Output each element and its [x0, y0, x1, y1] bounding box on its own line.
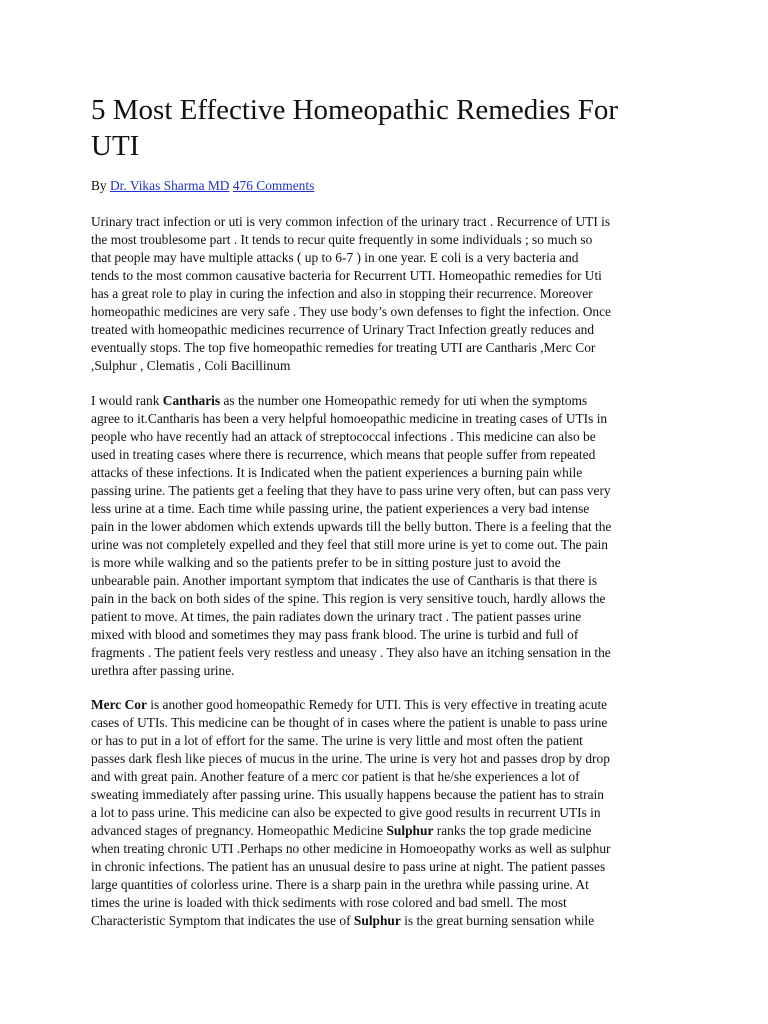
- text-line: when treating chronic UTI .Perhaps no other medicine in Homoeopathy works as well as sulphur: [91, 841, 611, 856]
- article-title: [91, 92, 679, 164]
- text-line: advanced stages of pregnancy. Homeopathic Medicine Sulphur ranks the top grade medicine: [91, 823, 592, 838]
- text-line: ,Sulphur , Clematis , Coli Bacillinum: [91, 358, 291, 373]
- text-line: Characteristic Symptom that indicates the use of Sulphur is the great burning sensation while: [91, 913, 595, 928]
- text-line: cases of UTIs. This medicine can be thought of in cases where the patient is unable to pass urine: [91, 715, 608, 730]
- byline-prefix: By: [91, 178, 107, 193]
- text-line: a lot to pass urine. This medicine can also be expected to give good results in recurrent UTIs in: [91, 805, 601, 820]
- text-line: urethra after passing urine.: [91, 663, 235, 678]
- text-line: agree to it.Cantharis has been a very helpful homoeopathic medicine in treating cases of UTIs in: [91, 411, 608, 426]
- paragraph-intro: [91, 213, 679, 375]
- title-line-2: UTI: [91, 130, 140, 162]
- text-line: urine was not completely expelled and they feel that still more urine is yet to come out. The pain: [91, 537, 609, 552]
- text-line: mixed with blood and sometimes they may pass frank blood. The urine is turbid and full of: [91, 627, 579, 642]
- text-line: patient to move. At times, the pain radiates down the urinary tract . The patient passes urine: [91, 609, 582, 624]
- text-line: passing urine. The patients get a feeling that they have to pass urine very often, but can pass very: [91, 483, 611, 498]
- text-line: and with great pain. Another feature of a merc cor patient is that he/she experiences a lot of: [91, 769, 580, 784]
- text-line: is more while walking and so the patients prefer to be in sitting posture just to avoid the: [91, 555, 561, 570]
- text-line: passes dark flesh like pieces of mucus in the urine. The urine is very hot and passes drop by drop: [91, 751, 610, 766]
- text-line: or has to put in a lot of effort for the same. The urine is very little and most often the patient: [91, 733, 583, 748]
- byline: [91, 177, 314, 195]
- text-line: eventually stops. The top five homeopathic remedies for treating UTI are Cantharis ,Merc Cor: [91, 340, 596, 355]
- text-line: pain in the lower abdomen which extends upwards till the belly button. There is a feeling that the: [91, 519, 612, 534]
- text-line: people who have recently had an attack of streptococcal infections . This medicine can also be: [91, 429, 596, 444]
- paragraph-cantharis: [91, 392, 679, 680]
- remedy-name-cantharis: Cantharis: [162, 393, 221, 408]
- text-line: sweating immediately after passing urine. This usually happens because the patient has to strain: [91, 787, 604, 802]
- text-line: the most troublesome part . It tends to recur quite frequently in some individuals ; so much so: [91, 232, 593, 247]
- author-link[interactable]: Dr. Vikas Sharma MD: [110, 178, 230, 193]
- text-line: fragments . The patient feels very restless and uneasy . They also have an itching sensation in the: [91, 645, 611, 660]
- text-line: Urinary tract infection or uti is very common infection of the urinary tract . Recurrence of UTI is: [91, 214, 611, 229]
- text-line: attacks of these infections. It is Indicated when the patient experiences a burning pain while: [91, 465, 583, 480]
- remedy-name-merc-cor: Merc Cor: [91, 697, 147, 712]
- text-line: homeopathic medicines are very safe . They use body’s own defenses to fight the infection. Once: [91, 304, 611, 319]
- comments-link[interactable]: 476 Comments: [232, 178, 315, 193]
- remedy-name-sulphur: Sulphur: [386, 823, 434, 838]
- text-line: pain in the back on both sides of the spine. This region is very sensitive touch, hardly allows the: [91, 591, 606, 606]
- text-line: treated with homeopathic medicines recurrence of Urinary Tract Infection greatly reduces and: [91, 322, 595, 337]
- text-line: used in treating cases where there is recurrence, which means that people suffer from repeated: [91, 447, 596, 462]
- text-line: tends to the most common causative bacteria for Recurrent UTI. Homeopathic remedies for Uti: [91, 268, 602, 283]
- text-line: has a great role to play in curing the infection and also in stopping their recurrence. Moreover: [91, 286, 593, 301]
- text-line: I would rank Cantharis as the number one Homeopathic remedy for uti when the symptoms: [91, 393, 588, 408]
- text-line: large quantities of colorless urine. There is a sharp pain in the urethra while passing urine. At: [91, 877, 589, 892]
- text-line: that people may have multiple attacks ( up to 6-7 ) in one year. E coli is a very bacteria and: [91, 250, 579, 265]
- title-line-1: 5 Most Effective Homeopathic Remedies For: [91, 94, 618, 126]
- text-line: Merc Cor is another good homeopathic Remedy for UTI. This is very effective in treating acute: [91, 697, 608, 712]
- text-line: times the urine is loaded with thick sediments with rose colored and bad smell. The most: [91, 895, 567, 910]
- remedy-name-sulphur: Sulphur: [353, 913, 401, 928]
- text-line: in chronic infections. The patient has an unusual desire to pass urine at night. The patient passes: [91, 859, 606, 874]
- text-line: unbearable pain. Another important symptom that indicates the use of Cantharis is that there is: [91, 573, 598, 588]
- text-line: less urine at a time. Each time while passing urine, the patient experiences a very bad intense: [91, 501, 590, 516]
- paragraph-merc-cor: [91, 696, 679, 930]
